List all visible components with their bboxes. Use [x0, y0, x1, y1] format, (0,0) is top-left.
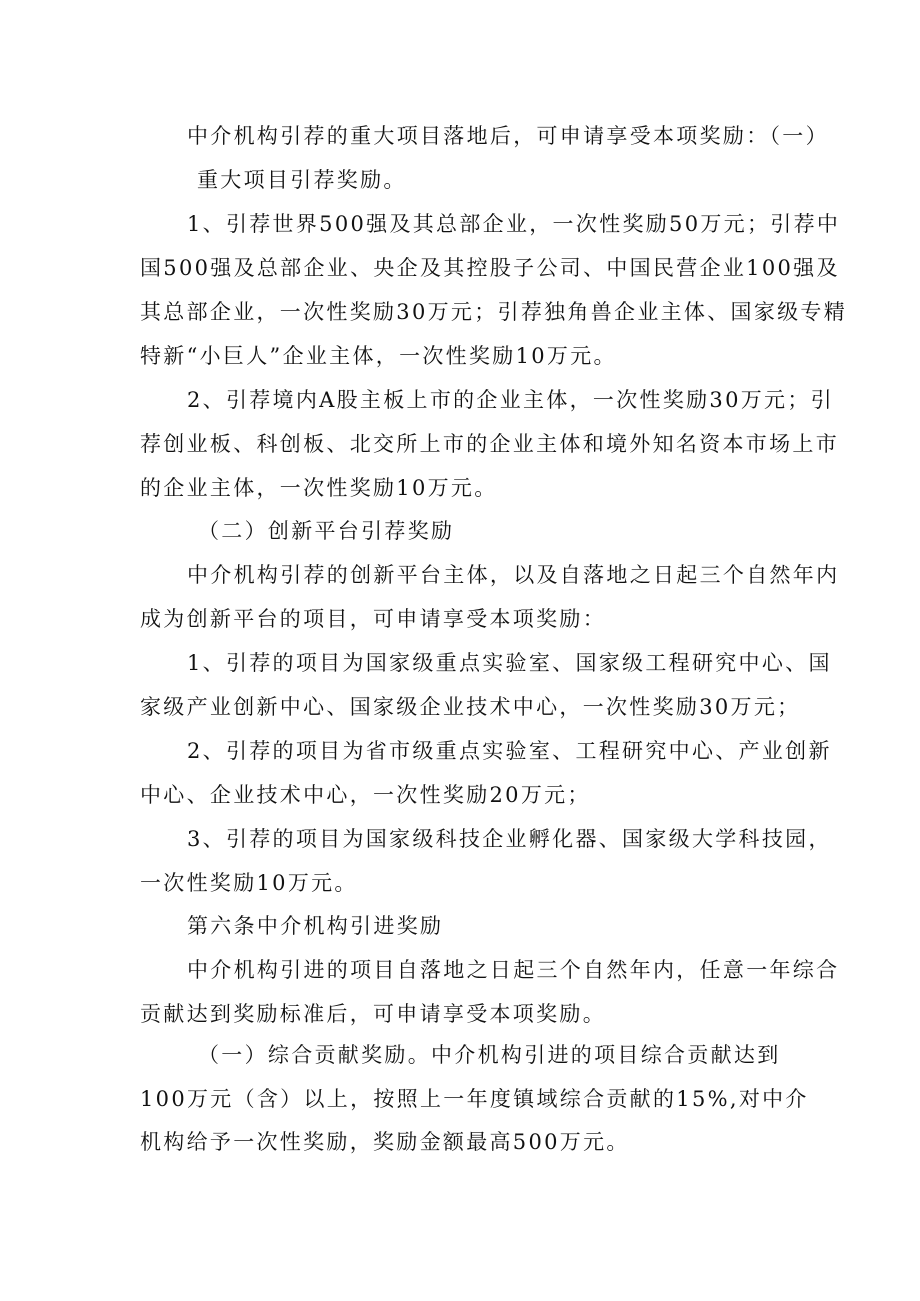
paragraph-line: 100万元（含）以上，按照上一年度镇域综合贡献的15%,对中介: [140, 1087, 809, 1111]
paragraph-line: 的企业主体，一次性奖励10万元。: [140, 476, 498, 500]
paragraph-line: 3、引荐的项目为国家级科技企业孵化器、国家级大学科技园，: [187, 827, 832, 851]
paragraph-line: 2、引荐境内A股主板上市的企业主体，一次性奖励30万元；引: [187, 388, 834, 412]
paragraph-line: 中介机构引进的项目自落地之日起三个自然年内，任意一年综合: [187, 958, 840, 982]
section-heading: （二）创新平台引荐奖励: [198, 519, 455, 543]
paragraph-line: 特新“小巨人”企业主体，一次性奖励10万元。: [140, 344, 617, 368]
paragraph-line: 2、引荐的项目为省市级重点实验室、工程研究中心、产业创新: [187, 739, 832, 763]
paragraph-line: 重大项目引荐奖励。: [197, 168, 407, 192]
paragraph-line: 国500强及总部企业、央企及其控股子公司、中国民营企业100强及: [140, 256, 840, 280]
paragraph-line: 其总部企业，一次性奖励30万元；引荐独角兽企业主体、国家级专精: [140, 300, 848, 324]
section-heading: 第六条中介机构引进奖励: [187, 914, 444, 938]
paragraph-line: 荐创业板、科创板、北交所上市的企业主体和境外知名资本市场上市: [140, 432, 839, 456]
paragraph-line: 成为创新平台的项目，可申请享受本项奖励：: [140, 607, 606, 631]
paragraph-line: 家级产业创新中心、国家级企业技术中心，一次性奖励30万元；: [140, 695, 801, 719]
paragraph-line: 中心、企业技术中心，一次性奖励20万元；: [140, 783, 591, 807]
paragraph-line: 一次性奖励10万元。: [140, 871, 358, 895]
paragraph-line: 1、引荐世界500强及其总部企业，一次性奖励50万元；引荐中: [187, 212, 841, 236]
paragraph-line: 贡献达到奖励标准后，可申请享受本项奖励。: [140, 1002, 606, 1026]
paragraph-line: （一）综合贡献奖励。中介机构引进的项目综合贡献达到: [198, 1043, 781, 1067]
paragraph-line: 中介机构引荐的创新平台主体，以及自落地之日起三个自然年内: [187, 563, 840, 587]
paragraph-line: 中介机构引荐的重大项目落地后，可申请享受本项奖励：（一）: [187, 124, 829, 148]
paragraph-line: 1、引荐的项目为国家级重点实验室、国家级工程研究中心、国: [187, 651, 832, 675]
paragraph-line: 机构给予一次性奖励，奖励金额最高500万元。: [140, 1130, 630, 1154]
